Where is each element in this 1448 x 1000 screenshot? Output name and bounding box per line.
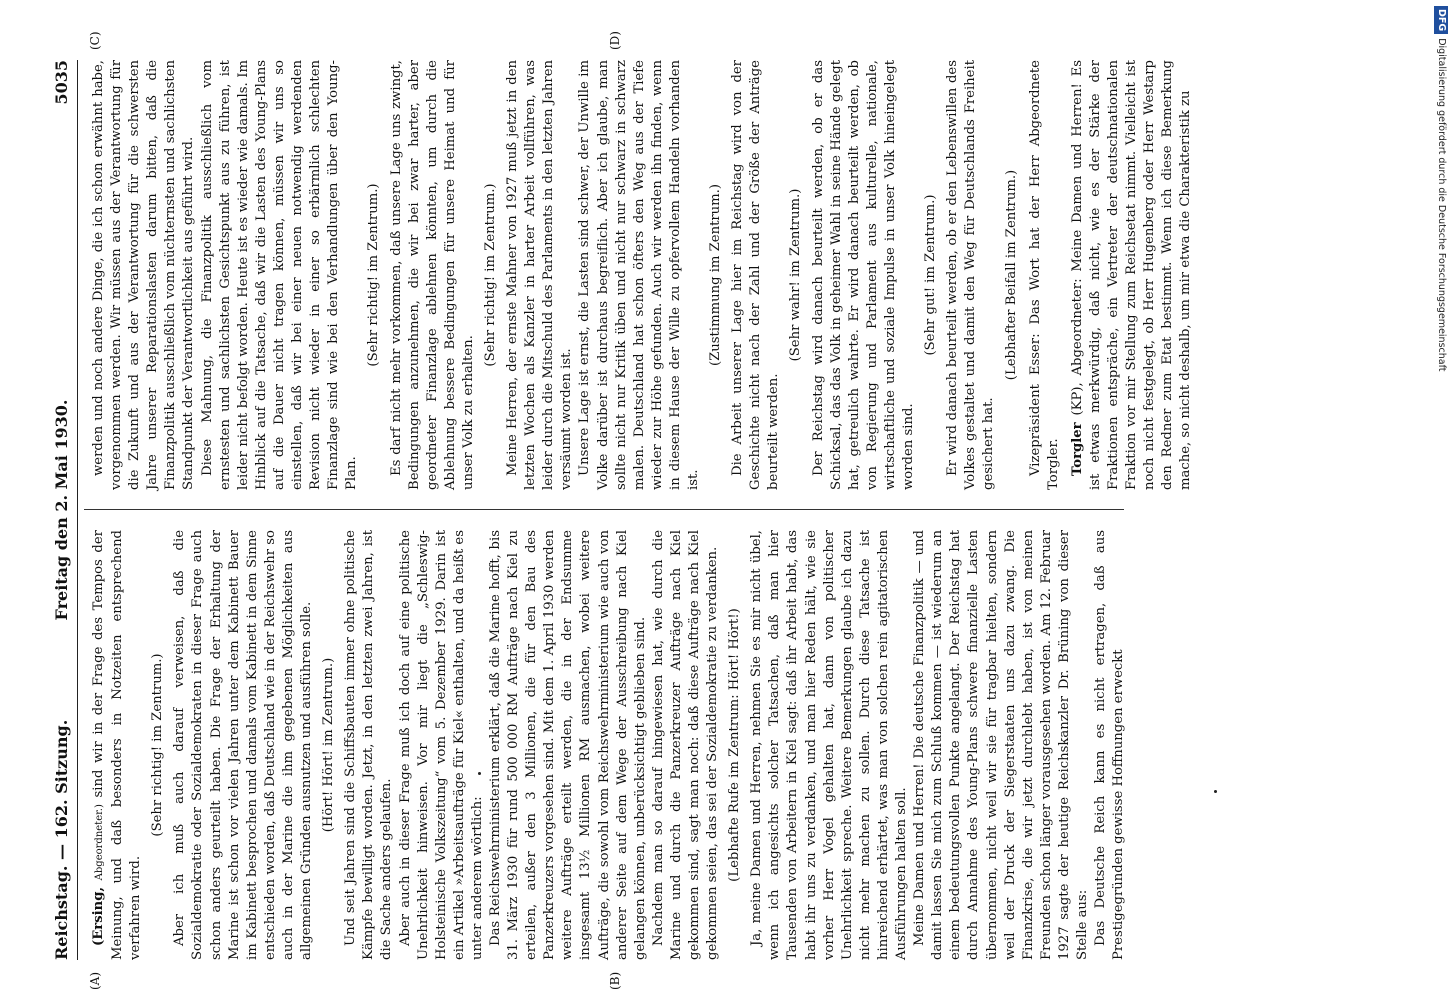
right-column xyxy=(90,60,1195,490)
paragraph: Unsere Lage ist ernst, die Lasten sind schwer, der Unwille im Volke darüber ist durchaus begreiflich. Aber ich glaube, man sollte nicht nur Kritik üben und nicht nur schwarz in schwarz malen. Deutschland hat schon öfters den Weg aus der Tiefe wieder zur Höhe gefunden. Auch wir werden ihn finden, wenn in diesem Hause der Wille zu opfervollem Handeln vorhanden ist. xyxy=(577,60,701,490)
paragraph: Die Arbeit unserer Lage hier im Reichstag wird von der Geschichte nicht nach der Zahl und der Größe der Anträge beurteilt werden. xyxy=(730,60,782,490)
paragraph xyxy=(90,530,145,960)
paragraph: Aber auch in dieser Frage muß ich doch auf eine politische Unehrlichkeit hinweisen. Vor mir liegt die „Schleswig-Holsteinische Volkszeitung“ vom 5. Dezember 1929. Darin ist ein Artikel »Arbeitsaufträge für Kiel« enthalten, und da heißt es unter anderem wörtlich: xyxy=(397,530,485,960)
interjection: (Sehr wahr! im Zentrum.) xyxy=(788,188,804,362)
speaker-role: Abgeordneter.) xyxy=(94,804,105,881)
paragraph-text: sind wir in der Frage des Tempos der Meinung, und daß besonders in Notzeiten entsprechend verfahren wird. xyxy=(91,530,144,960)
interjection: (Sehr richtig! im Zentrum.) xyxy=(150,653,166,837)
paragraph: Und seit Jahren sind die Schiffsbauten immer ohne politische Kämpfe bewilligt worden. Jetzt, in den letzten zwei Jahren, ist die Sache anders gelaufen. xyxy=(343,530,395,960)
paragraph: Ja, meine Damen und Herren, nehmen Sie es mir nicht übel, wenn ich angesichts solcher Tatsachen, daß man hier Tausenden von Arbeitern in Kiel sagt: daß ihr Arbeit habt, das habt ihr uns zu verdanken, und man hier Reden hält, wie sie vorher Herr Vogel gehalten hat, dann von politischer Unehrlichkeit spreche. Weitere Bemerkungen glaube ich dazu nicht mehr machen zu sollen. Durch diese Tatsache ist hinreichend erhärtet, was man von solchen rein agitatorischen Ausführungen halten soll. xyxy=(749,530,910,960)
paragraph xyxy=(1069,60,1196,490)
paragraph: Aber ich muß auch darauf verweisen, daß die Sozialdemokratie oder Sozialdemokraten in dieser Frage auch schon anders geurteilt haben. Die Frage der Erhaltung der Marine ist schon vor vielen Jahren unter dem Kabinett Bauer im Kabinett besprochen und damals vom Kabinett in dem Sinne entschieden worden, daß Deutschland wie in der Reichswehr so auch in der Marine die ihm gegebenen Möglichkeiten aus allgemeinen Gründen ausnutzen und ausführen solle. xyxy=(172,530,315,960)
interjection: (Zustimmung im Zentrum.) xyxy=(708,183,724,367)
paragraph: Der Reichstag wird danach beurteilt werden, ob er das Schicksal, das das Volk in geheimer Wahl in seine Hände gelegt hat, getreulich wahrte. Er wird danach beurteilt werden, ob von Regierung und Parlament aus kulturelle, nationale, wirtschaftliche und soziale Impulse in unser Volk hineingelegt worden sind. xyxy=(810,60,917,490)
interjection: (Lebhafte Rufe im Zentrum: Hört! Hört!) xyxy=(727,608,743,882)
paragraph: Nachdem man so darauf hingewiesen hat, wie durch die Marine und durch die Panzerkreuzer Aufträge nach Kiel gekommen sind, sagt man noch: daß diese Aufträge nach Kiel gekommen seien, das sei der Sozialdemokratie zu verdanken. xyxy=(650,530,721,960)
paragraph: Meine Herren, der ernste Mahner von 1927 muß jetzt in den letzten Wochen als Kanzler in harter Arbeit vollführen, was leider durch die Mitschuld des Parlaments in den letzten Jahren versäumt worden ist. xyxy=(505,60,575,490)
margin-marker-a: (A) xyxy=(88,971,102,990)
quoted-paragraph: Das Deutsche Reich kann es nicht ertragen, daß aus Prestigegründen gewisse Hoffnungen erweckt xyxy=(1093,530,1127,960)
rotated-page-content xyxy=(48,31,1194,990)
margin-marker-c: (C) xyxy=(88,31,102,50)
paragraph: Diese Mahnung, die Finanzpolitik ausschließlich vom ernstesten und sachlichsten Gesichtspunkt aus zu führen, ist leider nicht befolgt worden. Heute ist es wieder wie damals. Im Hinblick auf die Tatsache, daß wir die Lasten des Young-Plans auf die Dauer nicht tragen können, müssen wir uns so einstellen, daß wir bei einer neuen notwendig werdenden Revision nicht wieder in einer so erbärmlich schlechten Finanzlage sind wie bei den Verhandlungen über den Young-Plan. xyxy=(199,60,360,490)
paragraph: Er wird danach beurteilt werden, ob er den Lebenswillen des Volkes gestaltet und damit den Weg für Deutschlands Freiheit gesichert hat. xyxy=(945,60,997,490)
margin-marker-d: (D) xyxy=(608,31,622,50)
page-number: 5035 xyxy=(52,60,71,105)
scan-speck xyxy=(478,772,481,775)
scan-speck xyxy=(1214,790,1217,793)
header-date: Freitag den 2. Mai 1930. xyxy=(52,399,71,621)
interjection: (Lebhafter Beifall im Zentrum.) xyxy=(1003,169,1019,381)
funding-text: Digitalisierung gefördert durch die Deutsche Forschungsgemeinschaft xyxy=(1436,38,1447,372)
header-left: Reichstag. — 162. Sitzung. xyxy=(52,719,71,960)
margin-marker-b: (B) xyxy=(608,971,622,990)
page-header xyxy=(48,60,78,960)
funding-note xyxy=(1420,6,1447,986)
interjection: (Sehr richtig! im Zentrum.) xyxy=(366,183,382,367)
speaker-name: (Ersing, xyxy=(91,886,106,946)
interjection: (Sehr richtig! im Zentrum.) xyxy=(482,183,498,367)
dfg-logo: DFG xyxy=(1434,6,1448,34)
interjection: (Sehr gut! im Zentrum.) xyxy=(923,194,939,356)
interjection: (Hört! Hört! im Zentrum.) xyxy=(321,657,337,833)
paragraph: Es darf nicht mehr vorkommen, daß unsere Lage uns zwingt, Bedingungen anzunehmen, die wir bei zwar harter, aber geordneter Finanzlage ablehnen könnten, um durch die Ablehnung bessere Bedingungen für unsere Heimat und für unser Volk zu erhalten. xyxy=(388,60,476,490)
quoted-paragraph: Das Reichswehrministerium erklärt, daß die Marine hofft, bis 31. März 1930 für rund 500 000 RM Aufträge nach Kiel zu erteilen, außer den 3 Millionen, die für den Bau des Panzerkreuzers vorgesehen sind. Mit dem 1. April 1930 werden weitere Aufträge erteilt werden, die in der Endsumme insgesamt 13½ Millionen RM ausmachen, wobei weitere Aufträge, die sowohl vom Reichswehrministerium wie auch von anderer Seite auf dem Wege der Ausschreibung nach Kiel gelangen können, unberücksichtigt geblieben sind. xyxy=(487,530,648,960)
quoted-paragraph: werden und noch andere Dinge, die ich schon erwähnt habe, vorgenommen werden. Wir müssen aus der Verantwortung für die Zukunft und aus der Verantwortung für die schwersten Jahre unserer Reparationslasten darum bitten, daß die Finanzpolitik ausschließlich vom nüchternsten und sachlichsten Standpunkt der Verantwortlichkeit aus geführt wird. xyxy=(91,60,197,490)
paragraph: Meine Damen und Herren! Die deutsche Finanzpolitik — und damit lassen Sie mich zum Schluß kommen — ist wiederum an einem bedeutungsvollen Punkte angelangt. Der Reichstag hat durch Annahme des Young-Plans schwere finanzielle Lasten übernommen, nicht weil wir sie für tragbar hielten, sondern weil der Druck der Siegerstaaten uns dazu zwang. Die Finanzkrise, die wir jetzt durchlebt haben, ist von meinen Freunden schon länger vorausgesehen worden. Am 12. Februar 1927 sagte der heutige Reichskanzler Dr. Brüning von dieser Stelle aus: xyxy=(912,530,1090,960)
left-column xyxy=(90,530,1128,960)
chair-announcement: Vizepräsident Esser: Das Wort hat der Herr Abgeordnete Torgler. xyxy=(1027,60,1061,490)
column-divider xyxy=(84,509,1124,510)
speaker-name: Torgler xyxy=(1069,422,1085,476)
paragraph-text: (KP), Abgeordneter: Meine Damen und Herren! Es ist etwas merkwürdig, daß nicht, wie es der Stärke der Fraktionen entspräche, ein Vertreter der deutschnationalen Fraktion vor mir Stellung zum Reichsetat nimmt. Vielleicht ist noch nicht festgelegt, ob Herr Hugenberg oder Herr Westarp den Redner zum Etat bestimmt. Wenn ich diese Bemerkung mache, so nicht deshalb, um mir etwa die Charakteristik zu xyxy=(1069,60,1194,490)
